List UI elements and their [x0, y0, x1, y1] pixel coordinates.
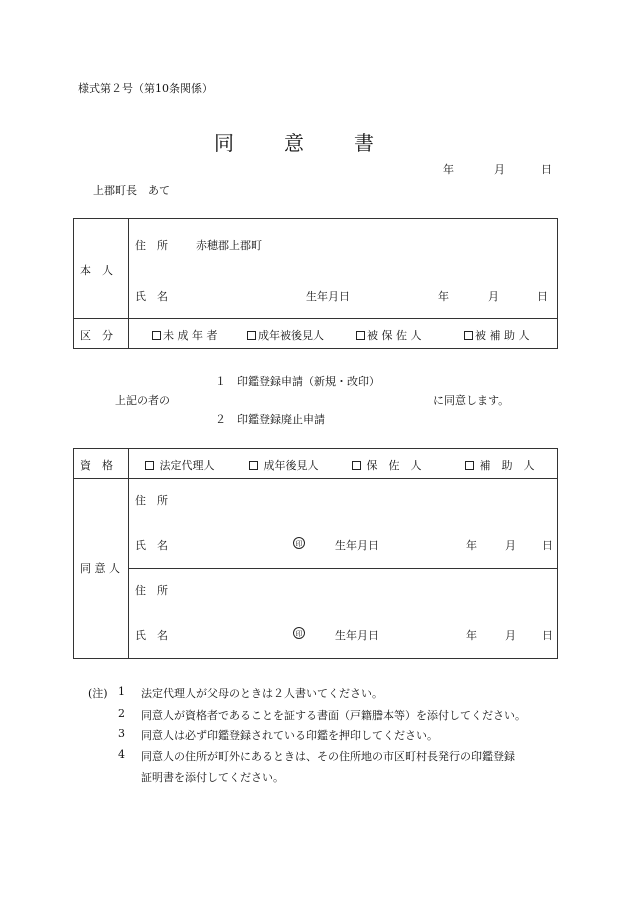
checkbox-icon[interactable]: [356, 331, 365, 340]
principal-year-label: 年: [438, 290, 449, 303]
note-2-text: 同意人が資格者であることを証する書面（戸籍謄本等）を添付してください。: [141, 709, 526, 722]
qualification-option-label: 成年後見人: [263, 459, 319, 472]
principal-address-label: 住 所: [135, 239, 168, 252]
qualification-option-label: 保 佐 人: [366, 459, 422, 472]
principal-category-divider: [73, 318, 558, 319]
note-3-number: 3: [118, 727, 125, 740]
category-option-label: 被 保 佐 人: [367, 329, 422, 342]
principal-month-label: 月: [488, 290, 499, 303]
qualification-option-guardian[interactable]: [249, 457, 319, 473]
consenter-1-dob-label: 生年月日: [335, 539, 379, 552]
checkbox-icon[interactable]: [152, 331, 161, 340]
notes-prefix: (注): [88, 687, 108, 700]
principal-name-label: 氏 名: [135, 290, 168, 303]
consenter-1-seal-mark: [293, 536, 305, 549]
consent-lead: 上記の者の: [115, 394, 170, 407]
principal-day-label: 日: [537, 290, 548, 303]
consent-item-1: １ 印鑑登録申請（新規・改印）: [215, 375, 380, 388]
consenter-label: 同 意 人: [80, 562, 120, 575]
category-option-label: 成年被後見人: [258, 329, 324, 342]
checkbox-icon[interactable]: [247, 331, 256, 340]
checkbox-icon[interactable]: [465, 461, 474, 470]
seal-icon: 印: [293, 537, 305, 549]
consenter-1-name-label: 氏 名: [135, 539, 168, 552]
date-month-label: 月: [494, 163, 505, 176]
principal-label: 本 人: [80, 264, 113, 277]
consenter-1-month-label: 月: [505, 539, 516, 552]
note-3-text: 同意人は必ず印鑑登録されている印鑑を押印してください。: [141, 729, 438, 742]
note-2-number: 2: [118, 707, 125, 720]
qualification-label: 資 格: [80, 459, 113, 472]
date-year-label: 年: [443, 163, 454, 176]
consenter-2-year-label: 年: [466, 629, 477, 642]
consenter-row-divider: [128, 568, 558, 569]
principal-divider: [128, 218, 129, 349]
category-label: 区 分: [80, 329, 113, 342]
checkbox-icon[interactable]: [352, 461, 361, 470]
document-title: 同意書: [214, 131, 424, 155]
category-option-minor[interactable]: [152, 327, 218, 343]
principal-dob-label: 生年月日: [306, 290, 350, 303]
note-1-text: 法定代理人が父母のときは２人書いてください。: [141, 687, 383, 700]
consenter-1-address-label: 住 所: [135, 494, 168, 507]
consenter-2-dob-label: 生年月日: [335, 629, 379, 642]
qualification-option-assistant[interactable]: [465, 457, 535, 473]
checkbox-icon[interactable]: [145, 461, 154, 470]
consenter-1-day-label: 日: [542, 539, 553, 552]
seal-icon: 印: [293, 627, 305, 639]
qualification-option-label: 補 助 人: [479, 459, 535, 472]
consenter-2-day-label: 日: [542, 629, 553, 642]
consenter-2-month-label: 月: [505, 629, 516, 642]
category-option-person-under-assistance[interactable]: [464, 327, 530, 343]
category-option-person-under-curatorship[interactable]: [356, 327, 422, 343]
category-option-label: 被 補 助 人: [475, 329, 530, 342]
checkbox-icon[interactable]: [464, 331, 473, 340]
date-day-label: 日: [541, 163, 552, 176]
consent-item-2: ２ 印鑑登録廃止申請: [215, 413, 325, 426]
qualification-divider: [73, 478, 558, 479]
consenter-divider: [128, 448, 129, 659]
consent-tail: に同意します。: [433, 394, 510, 407]
addressee: 上郡町長 あて: [93, 184, 170, 197]
qualification-option-curator[interactable]: [352, 457, 422, 473]
consenter-2-seal-mark: [293, 626, 305, 639]
note-1-number: 1: [118, 685, 125, 698]
qualification-option-legal-representative[interactable]: [145, 457, 215, 473]
consenter-2-name-label: 氏 名: [135, 629, 168, 642]
note-4-number: 4: [118, 748, 125, 761]
consenter-2-address-label: 住 所: [135, 584, 168, 597]
note-4-text: 同意人の住所が町外にあるときは、その住所地の市区町村長発行の印鑑登録: [141, 750, 515, 763]
note-4-continuation: 証明書を添付してください。: [141, 771, 284, 784]
category-option-label: 未 成 年 者: [163, 329, 218, 342]
category-option-adult-ward[interactable]: [247, 327, 324, 343]
principal-address-value[interactable]: 赤穂郡上郡町: [196, 239, 262, 252]
qualification-option-label: 法定代理人: [159, 459, 215, 472]
checkbox-icon[interactable]: [249, 461, 258, 470]
form-number: 様式第２号（第10条関係）: [78, 82, 213, 95]
consenter-1-year-label: 年: [466, 539, 477, 552]
